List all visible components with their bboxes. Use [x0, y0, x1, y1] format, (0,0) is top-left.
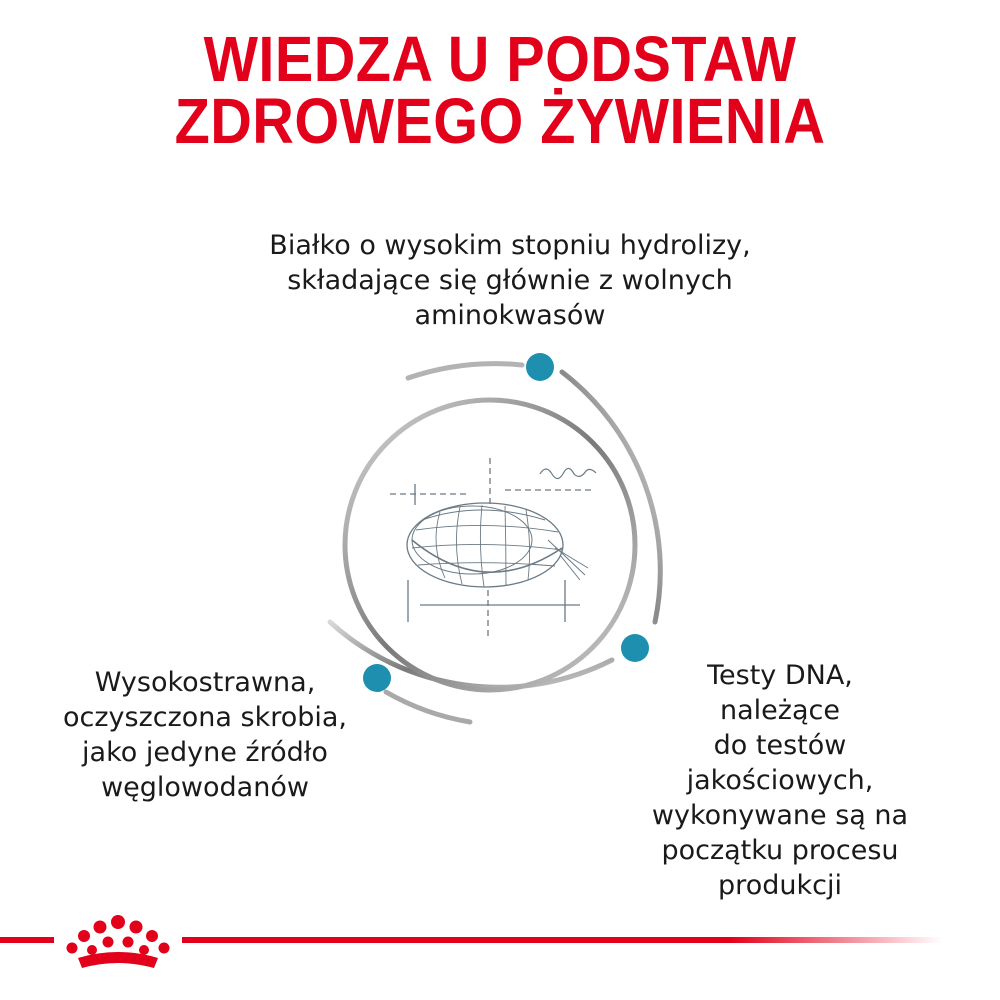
feature-left-line: węglowodanów	[101, 772, 309, 803]
royal-crown-logo	[62, 912, 174, 974]
outer-ring-arc-left	[408, 364, 522, 378]
feature-right-line: należące	[720, 695, 840, 726]
feature-right-line: wykonywane są na	[651, 800, 909, 831]
marker-dot-left	[363, 664, 391, 692]
feature-top-line: Białko o wysokim stopniu hydrolizy,	[269, 230, 751, 261]
feature-right-line: jakościowych,	[686, 765, 874, 796]
marker-dot-top	[526, 353, 554, 381]
marker-dot-right	[621, 634, 649, 662]
feature-left-line: jako jedyne źródło	[82, 737, 328, 768]
feature-left-line: Wysokostrawna,	[94, 667, 316, 698]
outer-ring-arc-bottom-left	[386, 692, 470, 722]
feature-right-line: początku procesu	[661, 835, 899, 866]
footer-divider-left	[0, 937, 54, 943]
feature-top-line: aminokwasów	[414, 300, 606, 331]
feature-right-line: Testy DNA,	[707, 660, 853, 691]
feature-right-line: do testów	[713, 730, 847, 761]
feature-left-line: oczyszczona skrobia,	[62, 702, 348, 733]
feature-right-line: produkcji	[718, 870, 842, 901]
title-line-2: ZDROWEGO ŻYWIENIA	[174, 85, 826, 157]
outer-ring-arc-right	[562, 372, 660, 622]
feature-top-line: składające się głównie z wolnych	[287, 265, 733, 296]
footer-divider-right	[182, 937, 942, 943]
kibble-sketch-icon	[390, 458, 596, 640]
title-line-1: WIEDZA U PODSTAW	[203, 23, 797, 95]
